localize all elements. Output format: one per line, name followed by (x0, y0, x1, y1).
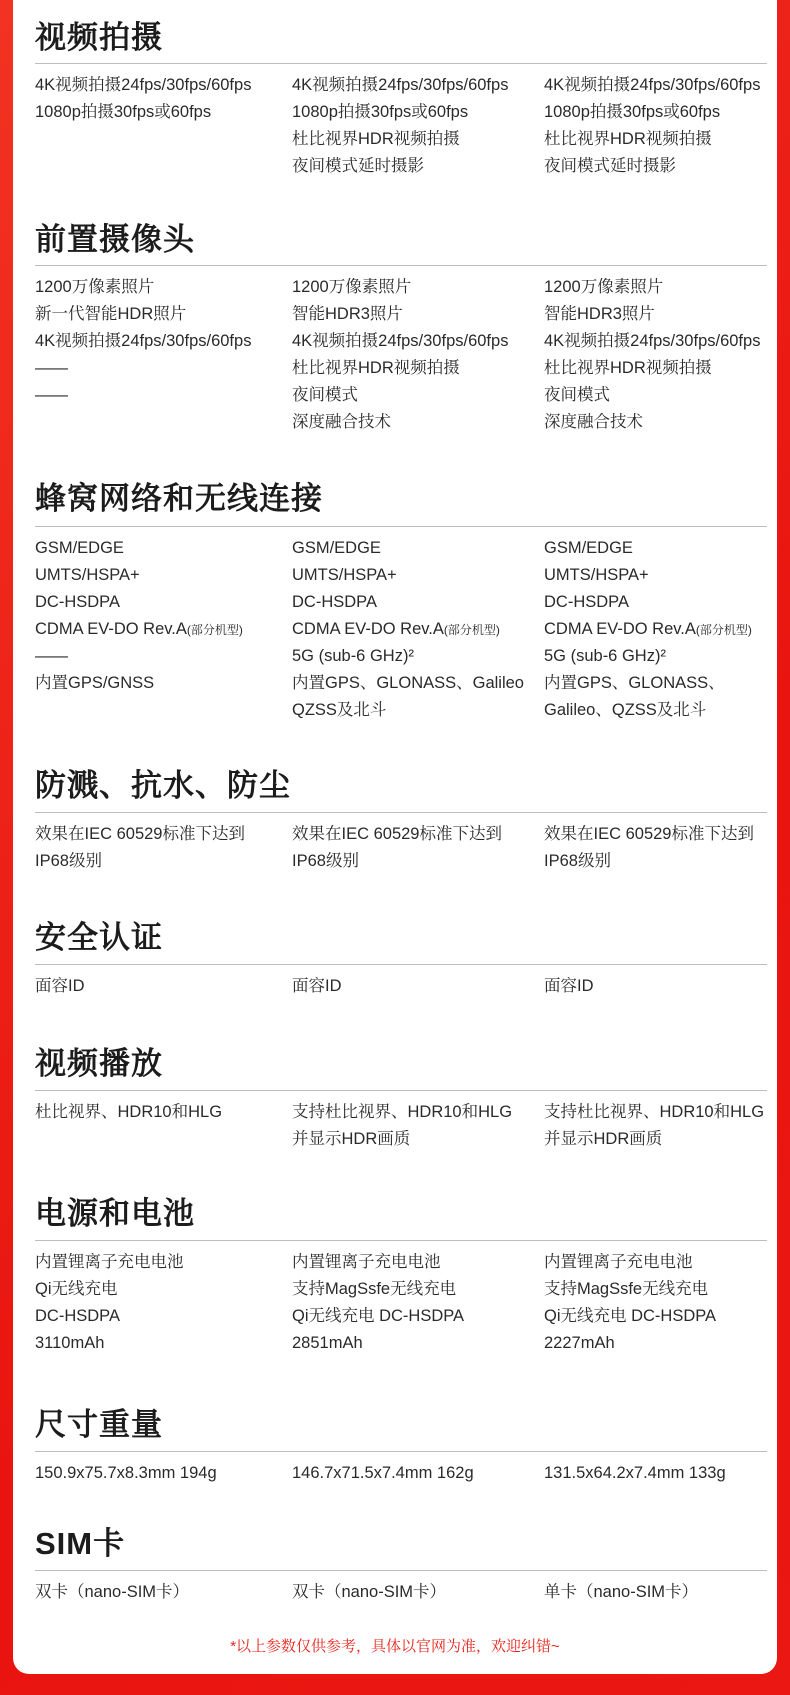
spec-line: 内置GPS、GLONASS、Galileo (292, 674, 524, 692)
spec-line: IP68级别 (35, 852, 102, 870)
spec-line: 杜比视界HDR视频拍摄 (292, 130, 460, 148)
spec-column-1 (35, 973, 85, 1000)
spec-line: 支持杜比视界、HDR10和HLG (292, 1103, 513, 1121)
spec-line (35, 616, 243, 643)
section-title: 视频播放 (35, 1046, 163, 1081)
section-divider (35, 265, 767, 266)
spec-line: UMTS/HSPA+ (292, 566, 397, 584)
section-divider (35, 812, 767, 813)
spec-line: 内置GPS/GNSS (35, 674, 155, 692)
spec-column-1 (35, 821, 245, 875)
section-divider (35, 1240, 767, 1241)
spec-line: —— (35, 647, 68, 665)
spec-line: Galileo、QZSS及北斗 (544, 701, 707, 719)
spec-line: UMTS/HSPA+ (544, 566, 649, 584)
spec-line (544, 616, 752, 643)
spec-line: 131.5x64.2x7.4mm 133g (544, 1464, 726, 1482)
spec-line: Qi无线充电 DC-HSDPA (544, 1307, 717, 1325)
spec-line: 内置锂离子充电电池 (544, 1253, 693, 1271)
spec-line: 夜间模式延时摄影 (544, 157, 676, 175)
section-title: 安全认证 (35, 920, 163, 955)
spec-line: 146.7x71.5x7.4mm 162g (292, 1464, 474, 1482)
section-title: SIM卡 (35, 1526, 126, 1561)
spec-line: DC-HSDPA (35, 1307, 120, 1325)
spec-line: 1080p拍摄30fps或60fps (544, 103, 721, 121)
spec-line: —— (35, 359, 68, 377)
spec-line: 4K视频拍摄24fps/30fps/60fps (544, 332, 761, 350)
spec-text: CDMA EV-DO Rev.A (35, 620, 187, 638)
spec-line: 并显示HDR画质 (292, 1130, 411, 1148)
spec-column-1 (35, 535, 243, 697)
spec-line: 夜间模式 (544, 386, 610, 404)
section-power-battery (35, 1194, 767, 1352)
section-divider (35, 1090, 767, 1091)
spec-line: 深度融合技术 (292, 413, 391, 431)
spec-line: Qi无线充电 (35, 1280, 118, 1298)
spec-line: 杜比视界HDR视频拍摄 (544, 359, 712, 377)
section-front-camera (35, 220, 767, 431)
spec-line: 智能HDR3照片 (544, 305, 655, 323)
spec-line: 150.9x75.7x8.3mm 194g (35, 1464, 217, 1482)
spec-column-1 (35, 1579, 189, 1606)
spec-line: 1080p拍摄30fps或60fps (292, 103, 469, 121)
spec-column-3 (544, 973, 594, 1000)
model-note: (部分机型) (186, 623, 243, 637)
spec-line: 深度融合技术 (544, 413, 643, 431)
spec-line: 内置锂离子充电电池 (35, 1253, 184, 1271)
spec-column-2 (292, 535, 524, 724)
disclaimer-footnote: *以上参数仅供参考，具体以官网为准，欢迎纠错~ (230, 1638, 560, 1655)
section-title: 前置摄像头 (35, 222, 195, 257)
spec-line: 4K视频拍摄24fps/30fps/60fps (292, 76, 509, 94)
spec-line: 面容ID (292, 977, 342, 995)
spec-card (13, 0, 777, 1674)
spec-column-3 (544, 1099, 764, 1153)
section-title: 防溅、抗水、防尘 (35, 768, 291, 803)
model-note: (部分机型) (443, 623, 500, 637)
spec-line: 5G (sub-6 GHz)² (544, 647, 666, 665)
section-divider (35, 526, 767, 527)
spec-line: 1200万像素照片 (544, 278, 664, 296)
spec-line: 4K视频拍摄24fps/30fps/60fps (544, 76, 761, 94)
section-title: 蜂窝网络和无线连接 (35, 481, 323, 516)
spec-column-3 (544, 1249, 716, 1357)
spec-line: 面容ID (35, 977, 85, 995)
spec-line: Qi无线充电 DC-HSDPA (292, 1307, 465, 1325)
spec-column-2 (292, 821, 502, 875)
spec-line: 单卡（nano-SIM卡） (544, 1583, 699, 1601)
section-title: 尺寸重量 (35, 1407, 163, 1442)
spec-line: 4K视频拍摄24fps/30fps/60fps (35, 76, 252, 94)
spec-line: 1080p拍摄30fps或60fps (35, 103, 212, 121)
section-video-recording (35, 18, 767, 175)
spec-column-1 (35, 72, 251, 126)
spec-text: CDMA EV-DO Rev.A (544, 620, 696, 638)
spec-line: 1200万像素照片 (35, 278, 155, 296)
spec-column-2 (292, 72, 508, 180)
spec-line: 3110mAh (35, 1334, 105, 1352)
spec-line: DC-HSDPA (35, 593, 120, 611)
section-divider (35, 1451, 767, 1452)
spec-line: 并显示HDR画质 (544, 1130, 663, 1148)
section-size-weight (35, 1405, 767, 1482)
spec-line: 内置GPS、GLONASS、 (544, 674, 725, 692)
section-cellular-wireless (35, 479, 767, 719)
spec-line: DC-HSDPA (292, 593, 377, 611)
spec-line: 杜比视界HDR视频拍摄 (292, 359, 460, 377)
section-sim-card (35, 1524, 767, 1601)
spec-column-2 (292, 274, 508, 436)
spec-line: 2227mAh (544, 1334, 615, 1352)
spec-line: IP68级别 (544, 852, 611, 870)
spec-line: 内置锂离子充电电池 (292, 1253, 441, 1271)
spec-text: CDMA EV-DO Rev.A (292, 620, 444, 638)
spec-column-3 (544, 72, 760, 180)
spec-line: 夜间模式 (292, 386, 358, 404)
spec-column-2 (292, 1099, 512, 1153)
spec-line: 1200万像素照片 (292, 278, 412, 296)
section-divider (35, 63, 767, 64)
section-water-resistance (35, 766, 767, 870)
spec-line: 4K视频拍摄24fps/30fps/60fps (292, 332, 509, 350)
spec-column-2 (292, 973, 342, 1000)
spec-line: 2851mAh (292, 1334, 363, 1352)
spec-line: 夜间模式延时摄影 (292, 157, 424, 175)
spec-line: 5G (sub-6 GHz)² (292, 647, 414, 665)
spec-line: 支持杜比视界、HDR10和HLG (544, 1103, 765, 1121)
spec-line: 效果在IEC 60529标准下达到 (35, 825, 245, 843)
spec-column-2 (292, 1579, 446, 1606)
spec-column-3 (544, 535, 752, 724)
model-note: (部分机型) (695, 623, 752, 637)
spec-line: DC-HSDPA (544, 593, 629, 611)
spec-line: —— (35, 386, 68, 404)
section-divider (35, 1570, 767, 1571)
spec-column-3 (544, 1579, 698, 1606)
spec-column-1 (35, 1099, 222, 1126)
spec-line: 杜比视界、HDR10和HLG (35, 1103, 223, 1121)
spec-line: UMTS/HSPA+ (35, 566, 140, 584)
spec-line: 效果在IEC 60529标准下达到 (292, 825, 502, 843)
spec-column-1 (35, 1249, 184, 1357)
spec-line: 支持MagSsfe无线充电 (544, 1280, 709, 1298)
spec-column-1 (35, 1460, 217, 1487)
spec-line: 双卡（nano-SIM卡） (292, 1583, 447, 1601)
spec-line: 新一代智能HDR照片 (35, 305, 187, 323)
spec-column-1 (35, 274, 251, 409)
spec-line: IP68级别 (292, 852, 359, 870)
spec-line: GSM/EDGE (544, 539, 633, 557)
spec-line: 4K视频拍摄24fps/30fps/60fps (35, 332, 252, 350)
section-divider (35, 964, 767, 965)
section-title: 电源和电池 (35, 1196, 195, 1231)
spec-line: 双卡（nano-SIM卡） (35, 1583, 190, 1601)
spec-column-2 (292, 1460, 474, 1487)
spec-column-3 (544, 274, 760, 436)
spec-column-3 (544, 1460, 726, 1487)
spec-column-3 (544, 821, 754, 875)
spec-column-2 (292, 1249, 464, 1357)
section-security (35, 918, 767, 995)
spec-line (292, 616, 524, 643)
section-video-playback (35, 1044, 767, 1148)
spec-line: 支持MagSsfe无线充电 (292, 1280, 457, 1298)
spec-line: 效果在IEC 60529标准下达到 (544, 825, 754, 843)
spec-line: 智能HDR3照片 (292, 305, 403, 323)
spec-line: 杜比视界HDR视频拍摄 (544, 130, 712, 148)
spec-line: GSM/EDGE (292, 539, 381, 557)
spec-line: QZSS及北斗 (292, 701, 387, 719)
section-title: 视频拍摄 (35, 20, 163, 55)
spec-line: GSM/EDGE (35, 539, 124, 557)
spec-line: 面容ID (544, 977, 594, 995)
